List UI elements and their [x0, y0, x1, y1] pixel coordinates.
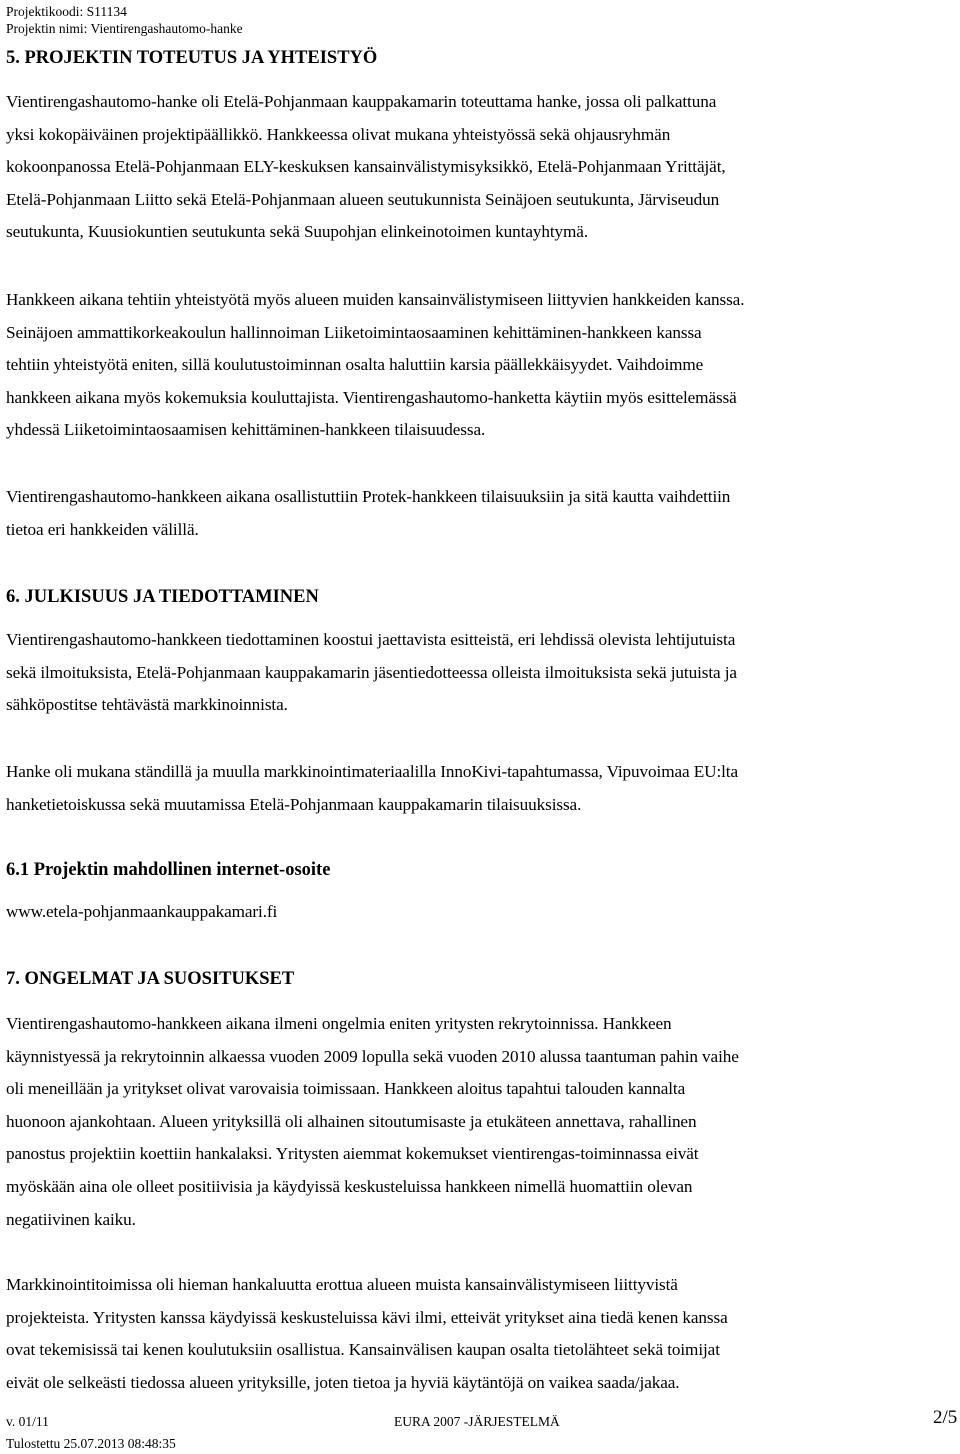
section-6-paragraph-1: [6, 624, 956, 722]
text-line: Etelä-Pohjanmaan Liitto sekä Etelä-Pohjanmaan alueen seutukunnista Seinäjoen seutukunta, Järviseudun: [6, 189, 720, 209]
system-label: EURA 2007 -JÄRJESTELMÄ: [394, 1414, 560, 1429]
internet-address: [6, 896, 956, 929]
section-5-paragraph-3: [6, 481, 956, 546]
website-url: www.etela-pohjanmaankauppakamari.fi: [6, 902, 278, 921]
section-7-paragraph-1: [6, 1008, 956, 1236]
text-line: yksi kokopäiväinen projektipäällikkö. Hankkeessa olivat mukana yhteistyössä sekä ohjausryhmän: [6, 124, 671, 144]
text-line: tietoa eri hankkeiden välillä.: [6, 519, 199, 539]
text-line: Markkinointitoimissa oli hieman hankaluutta erottua alueen muista kansainvälistymiseen liittyvistä: [6, 1275, 678, 1294]
project-code: Projektikoodi: S11134: [6, 4, 127, 19]
text-line: ovat tekemisissä tai kenen koulutuksiin osallistua. Kansainvälisen kaupan osalta tietolähteet sekä toimijat: [6, 1340, 720, 1360]
text-line: hanketietoiskussa sekä muutamissa Etelä-Pohjanmaan kauppakamarin tilaisuuksissa.: [6, 794, 582, 814]
page-number: 2/5: [933, 1407, 958, 1428]
text-line: seutukunta, Kuusiokuntien seutukunta sekä Suupohjan elinkeinotoimen kuntayhtymä.: [6, 222, 589, 242]
text-line: yhdessä Liiketoimintaosaamisen kehittäminen-hankkeen tilaisuudessa.: [6, 420, 486, 440]
text-line: oli meneillään ja yritykset olivat varovaisia toimissaan. Hankkeen aloitus tapahtui talouden kannalta: [6, 1079, 686, 1099]
section-7-heading: 7. ONGELMAT JA SUOSITUKSET: [6, 969, 295, 989]
text-line: Hankkeen aikana tehtiin yhteistyötä myös alueen muiden kansainvälistymiseen liittyvien hankkeiden kanssa.: [6, 290, 745, 309]
text-line: kokoonpanossa Etelä-Pohjanmaan ELY-keskuksen kansainvälistymisyksikkö, Etelä-Pohjanmaan Yrittäjät,: [6, 157, 726, 177]
section-5-heading: 5. PROJEKTIN TOTEUTUS JA YHTEISTYÖ: [6, 48, 378, 68]
text-line: eivät ole selkeästi tiedossa alueen yrityksille, joten tietoa ja hyviä käytäntöjä on vaikea saada/jakaa.: [6, 1372, 680, 1392]
text-line: negatiivinen kaiku.: [6, 1209, 136, 1229]
text-line: sähköpostitse tehtävästä markkinoinnista.: [6, 695, 288, 715]
text-line: Vientirengashautomo-hanke oli Etelä-Pohjanmaan kauppakamarin toteuttama hanke, jossa oli palkattuna: [6, 92, 717, 111]
text-line: sekä ilmoituksista, Etelä-Pohjanmaan kauppakamarin jäsentiedotteessa olleista ilmoituksista sekä jutuista ja: [6, 662, 737, 682]
document-header: [6, 3, 243, 37]
text-line: Vientirengashautomo-hankkeen aikana osallistuttiin Protek-hankkeen tilaisuuksiin ja sitä kautta vaihdettiin: [6, 487, 731, 506]
text-line: Hanke oli mukana ständillä ja muulla markkinointimateriaalilla InnoKivi-tapahtumassa, Vipuvoimaa EU:lta: [6, 762, 738, 781]
text-line: hankkeen aikana myös kokemuksia kouluttajista. Vientirengashautomo-hanketta käytiin myös esittelemässä: [6, 387, 737, 407]
project-name: Projektin nimi: Vientirengashautomo-hanke: [6, 21, 243, 36]
section-5-paragraph-2: [6, 284, 956, 447]
section-6-1-heading: 6.1 Projektin mahdollinen internet-osoite: [6, 860, 331, 880]
text-line: Seinäjoen ammattikorkeakoulun hallinnoiman Liiketoimintaosaaminen kehittäminen-hankkeen kanssa: [6, 322, 702, 342]
section-6-paragraph-2: [6, 756, 956, 821]
text-line: Vientirengashautomo-hankkeen aikana ilmeni ongelmia eniten yritysten rekrytoinnissa. Hankkeen: [6, 1014, 672, 1033]
text-line: myöskään aina ole olleet positiivisia ja käydyissä keskusteluissa hankkeen nimellä huomattiin olevan: [6, 1176, 693, 1196]
text-line: tehtiin yhteistyötä eniten, sillä koulutustoiminnan osalta haluttiin karsia päällekkäisyydet. Vaihdoimme: [6, 355, 704, 375]
version-label: v. 01/11: [6, 1414, 49, 1429]
printed-timestamp: Tulostettu 25.07.2013 08:48:35: [6, 1436, 176, 1451]
section-6-heading: 6. JULKISUUS JA TIEDOTTAMINEN: [6, 587, 319, 607]
text-line: huonoon ajankohtaan. Alueen yrityksillä oli alhainen sitoutumisaste ja etukäteen annettava, rahallinen: [6, 1111, 697, 1131]
text-line: käynnistyessä ja rekrytoinnin alkaessa vuoden 2009 lopulla sekä vuoden 2010 alussa taantuman pahin vaihe: [6, 1046, 739, 1066]
text-line: projekteista. Yritysten kanssa käydyissä keskusteluissa kävi ilmi, etteivät yritykset aina tiedä kenen kanssa: [6, 1307, 728, 1327]
section-5-paragraph-1: [6, 86, 956, 249]
text-line: panostus projektiin koettiin hankalaksi. Yritysten aiemmat kokemukset vientirengas-toiminnassa eivät: [6, 1144, 699, 1164]
text-line: Vientirengashautomo-hankkeen tiedottaminen koostui jaettavista esitteistä, eri lehdissä olevista lehtijutuista: [6, 630, 736, 649]
section-7-paragraph-2: [6, 1269, 956, 1399]
